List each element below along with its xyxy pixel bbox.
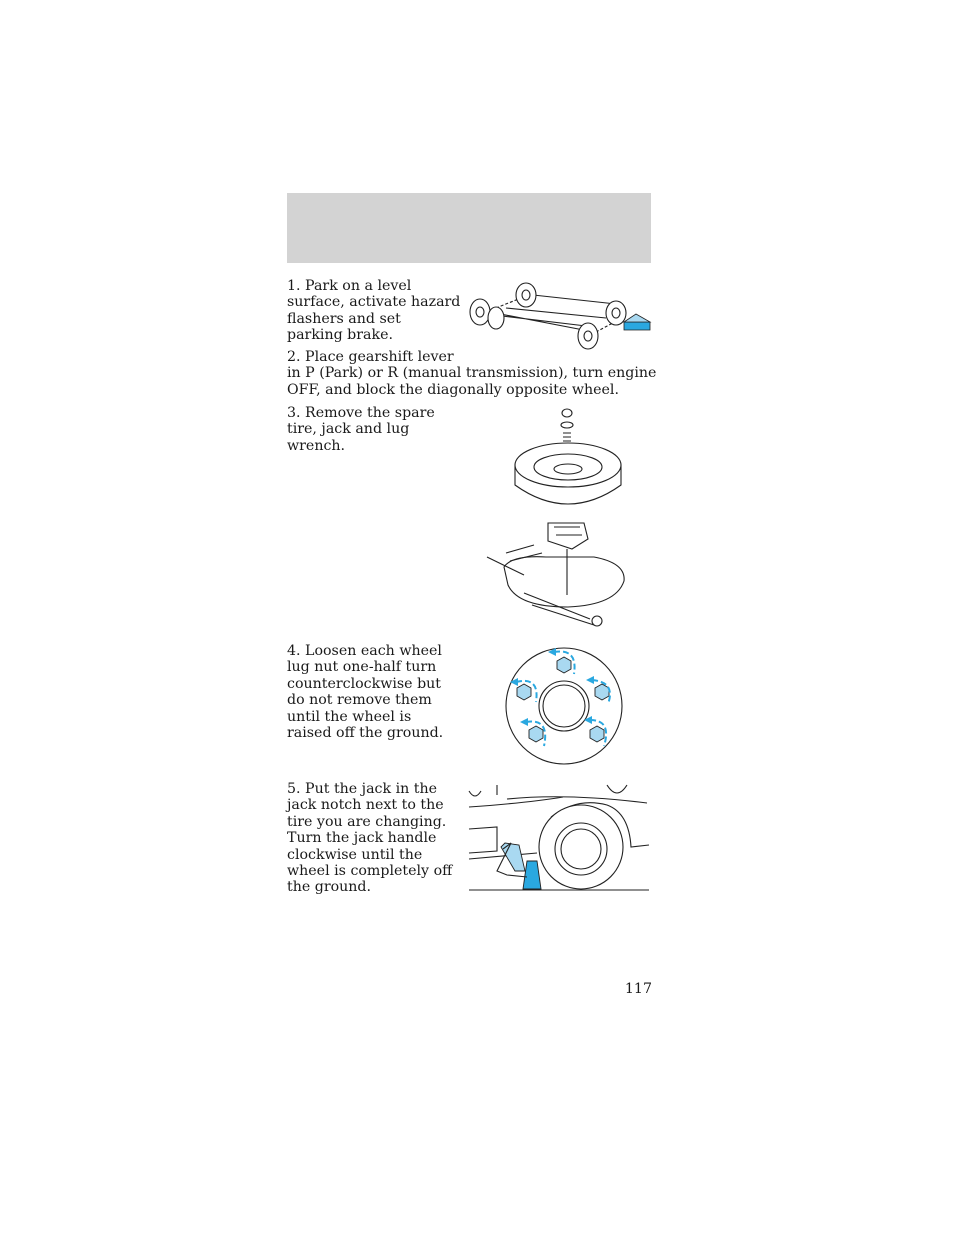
step-1-text: 1. Park on a level surface, activate hazard flashers and set parking brake. (287, 278, 461, 344)
step-5-text: 5. Put the jack in the jack notch next to the tire you are changing. Turn the jack handle clockwise until the wheel is completely off the ground. (287, 781, 453, 896)
step-4-text: 4. Loosen each wheel lug nut one-half turn counterclockwise but do not remove them until the wheel is raised off the ground. (287, 643, 444, 742)
wheel-block-icon (466, 278, 656, 356)
section-header-band (287, 193, 651, 263)
spare-tire-icon (484, 405, 634, 633)
page-number: 117 (624, 981, 652, 997)
step-3-text: 3. Remove the spare tire, jack and lug wrench. (287, 405, 435, 454)
jack-icon (467, 781, 651, 893)
step-2-text: 2. Place gearshift lever in P (Park) or R (manual transmission), turn engine OFF, and block the diagonally opposite wheel. (287, 349, 657, 398)
lug-nut-icon (504, 646, 624, 766)
